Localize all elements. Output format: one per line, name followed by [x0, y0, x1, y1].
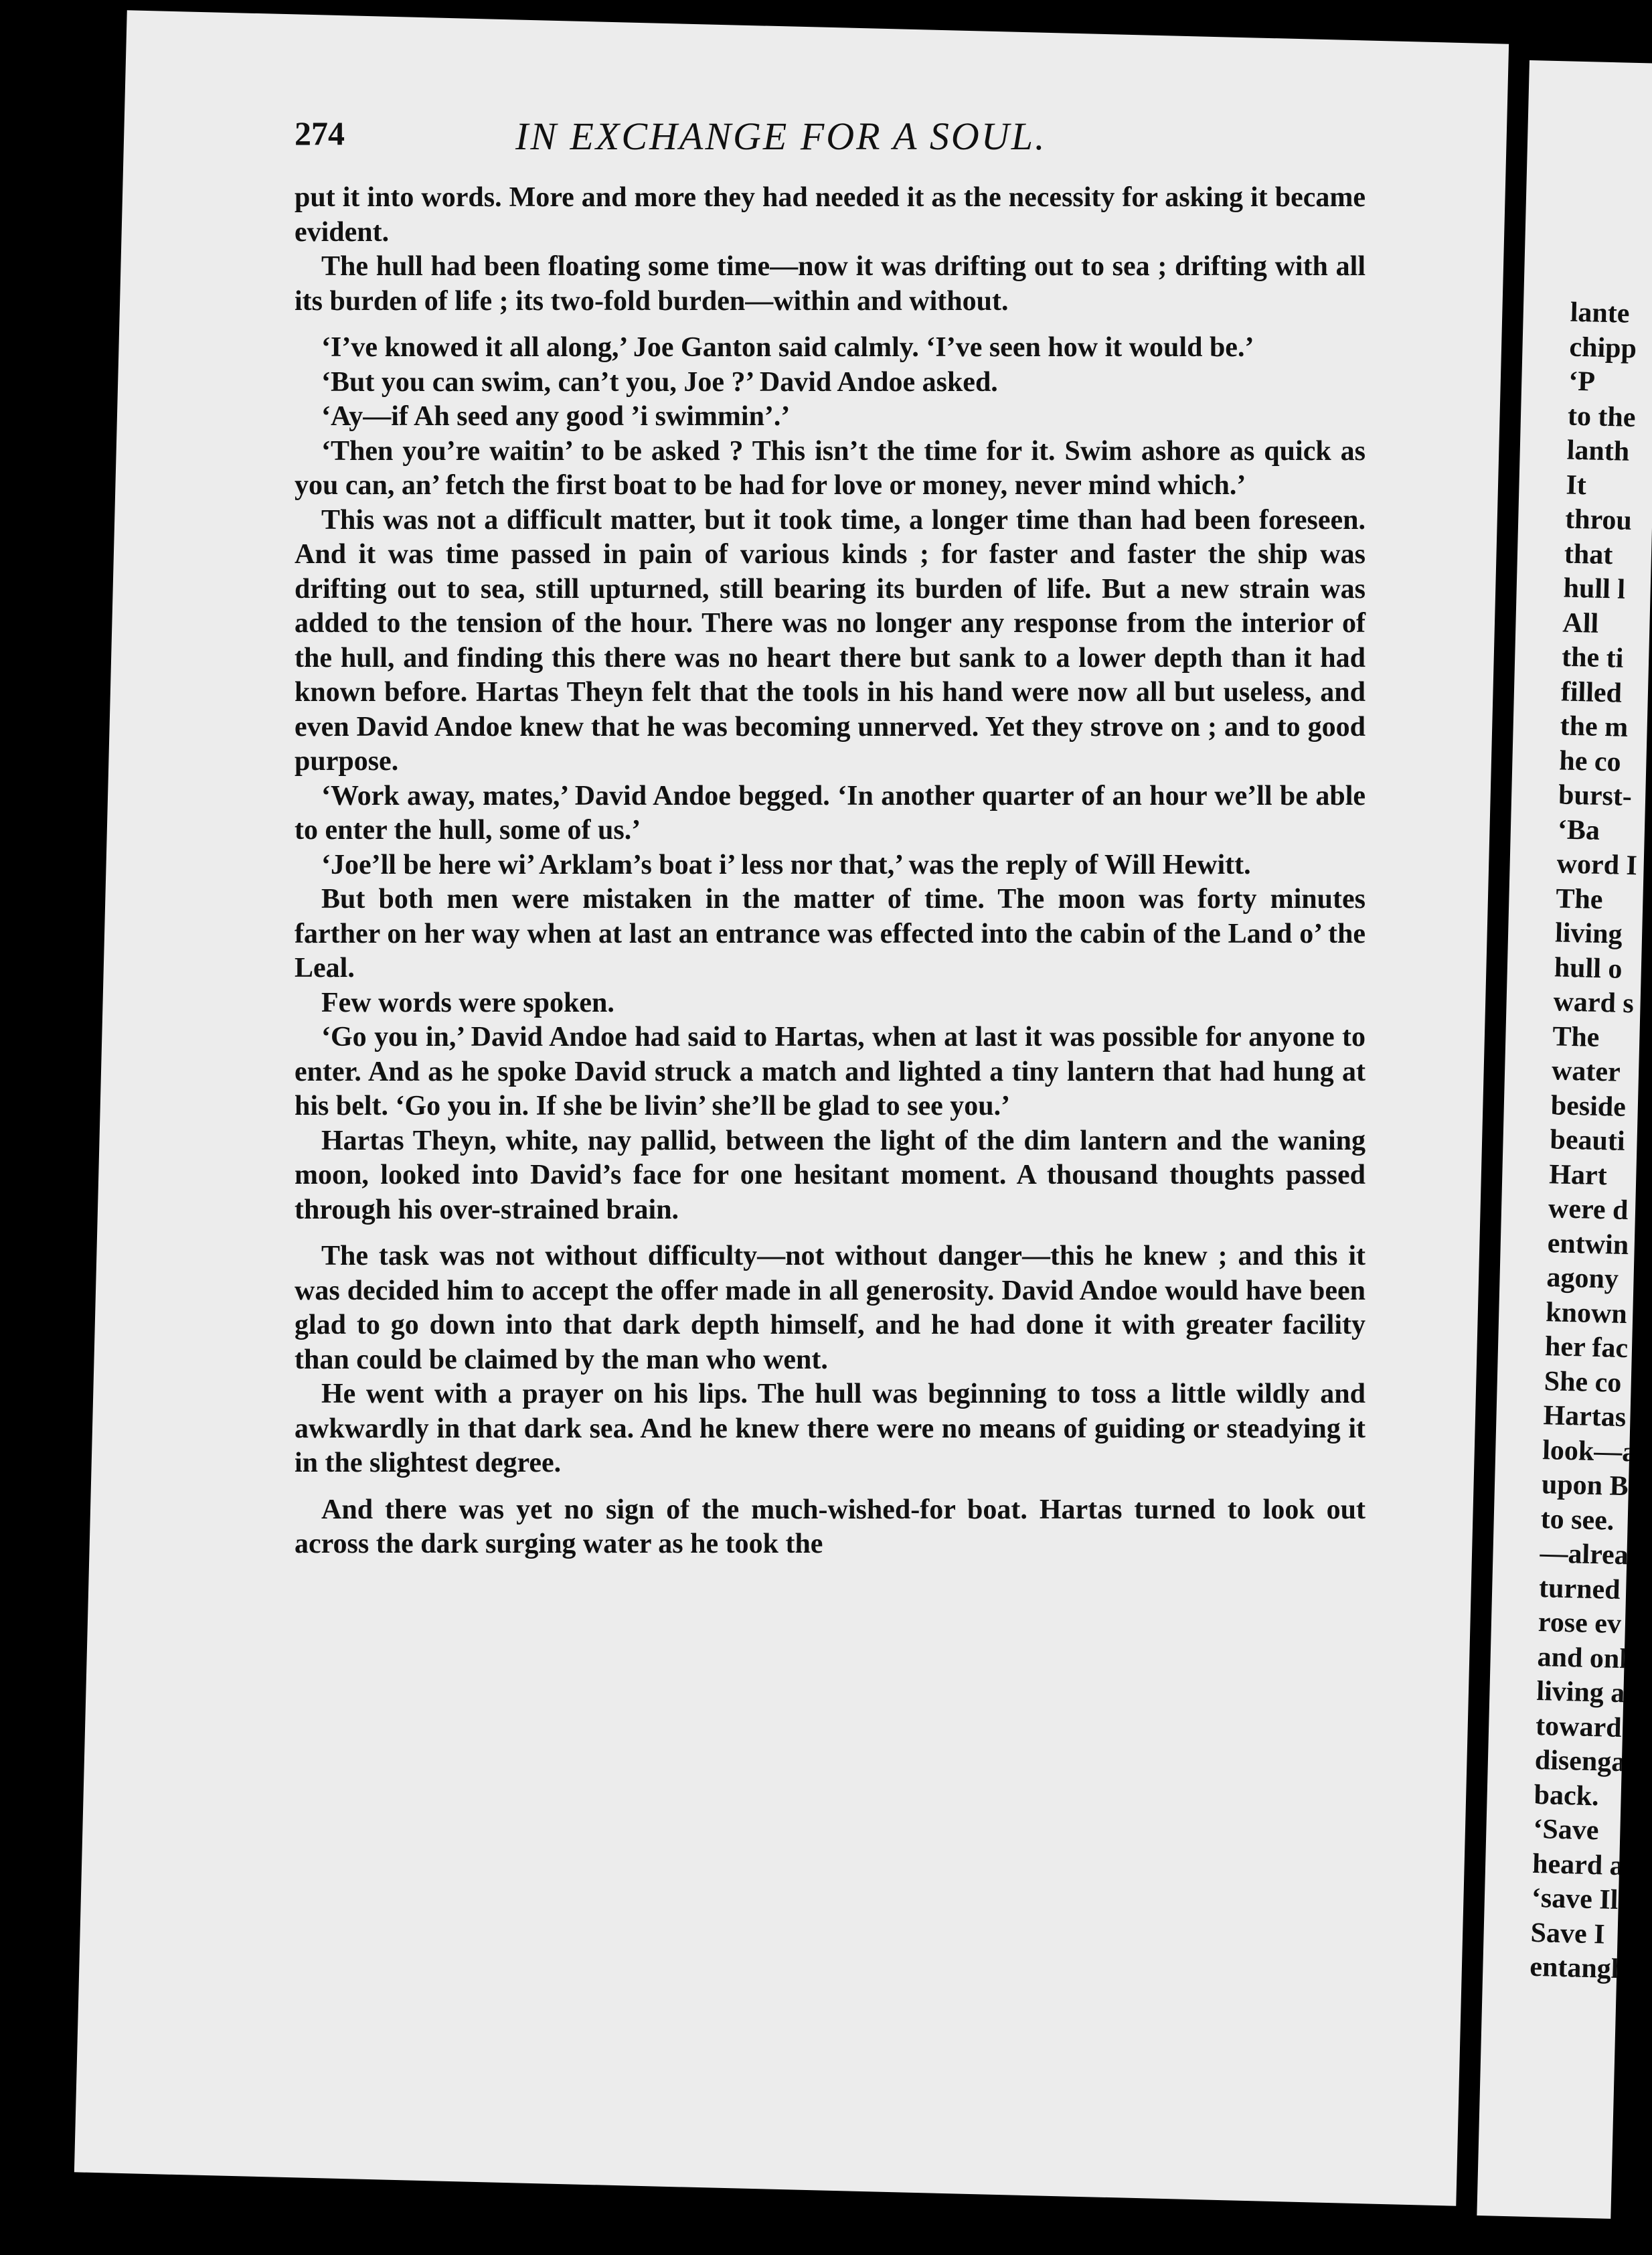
facing-page-line: rose ev	[1538, 1607, 1622, 1640]
facing-page-line: toward	[1535, 1710, 1623, 1743]
facing-page-line: ward s	[1553, 986, 1635, 1020]
facing-page-line: turned	[1538, 1572, 1621, 1606]
facing-page-line: living	[1554, 917, 1623, 950]
facing-page-line: back.	[1534, 1779, 1600, 1812]
facing-page-line: Hartas	[1542, 1400, 1627, 1433]
facing-page-line: beside	[1550, 1089, 1627, 1123]
paragraph: ‘Go you in,’ David Andoe had said to Hartas, when at last it was possible for anyone to enter. And as he spoke David struck a match and lighted a tiny lantern that had hung at his belt. ‘Go you in. If she be livin’ she’ll be glad to see you.’	[295, 1022, 1366, 1121]
facing-page-line: to the	[1567, 400, 1637, 433]
facing-page-line: beauti	[1550, 1124, 1626, 1157]
facing-page-line: filled	[1560, 676, 1623, 709]
facing-page-line: hull o	[1554, 951, 1623, 985]
paragraph: But both men were mistaken in the matter of time. The moon was forty minutes farther on her way when at last an entrance was effected into the cabin of the Land o’ the Leal.	[295, 884, 1366, 984]
facing-page-line: chipp	[1568, 331, 1637, 364]
paragraph: put it into words. More and more they had needed it as the necessity for asking it became evident.	[295, 182, 1366, 248]
facing-page-line: She co	[1544, 1365, 1622, 1399]
facing-page-line: Save I	[1530, 1917, 1606, 1950]
facing-page-line: her fac	[1544, 1331, 1629, 1365]
page-body	[295, 181, 1366, 1562]
facing-page-line: throu	[1564, 503, 1633, 536]
paragraph: ‘I’ve knowed it all along,’ Joe Ganton said calmly. ‘I’ve seen how it would be.’	[321, 332, 1254, 363]
facing-page-line: look—a	[1542, 1434, 1637, 1468]
facing-page-line: —alrea	[1539, 1538, 1629, 1571]
paragraph: And there was yet no sign of the much-wished-for boat. Hartas turned to look out across the dark surging water as he took the	[295, 1494, 1366, 1559]
facing-page-line: the ti	[1561, 641, 1624, 674]
paragraph: ‘Joe’ll be here wi’ Arklam’s boat i’ less nor that,’ was the reply of Will Hewitt.	[321, 849, 1251, 880]
facing-page-line: It	[1565, 469, 1587, 501]
facing-page-line: ‘Ba	[1557, 813, 1600, 846]
facing-page-line: upon B	[1541, 1469, 1629, 1502]
facing-page-line: that	[1564, 538, 1613, 570]
facing-page-line: entangle	[1529, 1951, 1632, 1985]
facing-page-line: lante	[1570, 297, 1631, 329]
facing-page-line: ‘Save	[1532, 1813, 1599, 1847]
paragraph: Hartas Theyn, white, nay pallid, between the light of the dim lantern and the waning moon, looked into David’s face for one hesitant moment. A thousand thoughts passed through his over-strained brain.	[295, 1125, 1366, 1225]
page-number: 274	[295, 114, 345, 152]
facing-page-text	[1483, 295, 1652, 1987]
paragraph: He went with a prayer on his lips. The hull was beginning to toss a little wildly and awkwardly in that dark sea. And he knew there were no means of guiding or steadying it in the slightest degree.	[295, 1379, 1366, 1478]
paragraph: ‘But you can swim, can’t you, Joe ?’ David Andoe asked.	[321, 366, 998, 398]
paragraph: The task was not without difficulty—not without danger—this he knew ; and this it was decided him to accept the offer made in all generosity. David Andoe would have been glad to go down into that dark depth himself, and he had done it with greater facility than could be claimed by the man who went.	[295, 1241, 1366, 1375]
facing-page-line: water	[1551, 1055, 1621, 1088]
paragraph: Few words were spoken.	[321, 987, 614, 1018]
paragraph: The hull had been floating some time—now it was drifting out to sea ; drifting with all its burden of life ; its two-fold burden—within and without.	[295, 251, 1366, 317]
facing-page-line: All	[1562, 607, 1599, 639]
paragraph: ‘Work away, mates,’ David Andoe begged. ‘In another quarter of an hour we’ll be able to enter the hull, some of us.’	[295, 780, 1366, 846]
facing-page-line: ‘P	[1568, 366, 1596, 398]
paragraph: This was not a difficult matter, but it took time, a longer time than had been foreseen. And it was time passed in pain of various kinds ; for faster and faster the ship was drifting out to sea, still upturned, still bearing its burden of life. But a new strain was added to the tension of the hour. There was no longer any response from the interior of the hull, and finding this there was no heart there but sank to a lower depth than it had known before. Hartas Theyn felt that the tools in his hand were now all but useless, and even David Andoe knew that he was becoming unnerved. Yet they strove on ; and to good purpose.	[295, 504, 1366, 777]
facing-page-line: lanth	[1566, 435, 1630, 467]
facing-page-line: disenga	[1534, 1744, 1626, 1778]
paragraph: ‘Ay—if Ah seed any good ’i swimmin’.’	[321, 401, 791, 432]
facing-page-line: he co	[1558, 745, 1622, 778]
facing-page-line: and onl	[1537, 1641, 1628, 1675]
facing-page-line: the m	[1560, 710, 1629, 743]
facing-page-line: agony	[1546, 1262, 1619, 1295]
facing-page-line: heard al	[1532, 1848, 1632, 1882]
page-header	[295, 114, 1366, 167]
facing-page-line: The	[1555, 882, 1603, 915]
facing-page-line: Hart	[1548, 1158, 1608, 1191]
facing-page-line: to see.	[1540, 1503, 1615, 1537]
facing-page-line: burst-	[1558, 779, 1633, 813]
facing-page-line: known	[1545, 1296, 1628, 1330]
facing-page-line: were d	[1548, 1193, 1629, 1227]
running-title: IN EXCHANGE FOR A SOUL.	[515, 114, 1047, 158]
facing-page-line: entwin	[1547, 1227, 1629, 1261]
facing-page-line: hull l	[1563, 572, 1626, 605]
paragraph: ‘Then you’re waitin’ to be asked ? This isn’t the time for it. Swim ashore as quick as you can, an’ fetch the first boat to be had for love or money, never mind which.’	[295, 435, 1366, 501]
facing-page-line: living a	[1536, 1675, 1625, 1709]
facing-page	[1477, 60, 1652, 2219]
facing-page-line: The	[1552, 1020, 1600, 1053]
facing-page-line: ‘save Ile	[1531, 1882, 1631, 1916]
facing-page-line: word I	[1556, 848, 1638, 882]
